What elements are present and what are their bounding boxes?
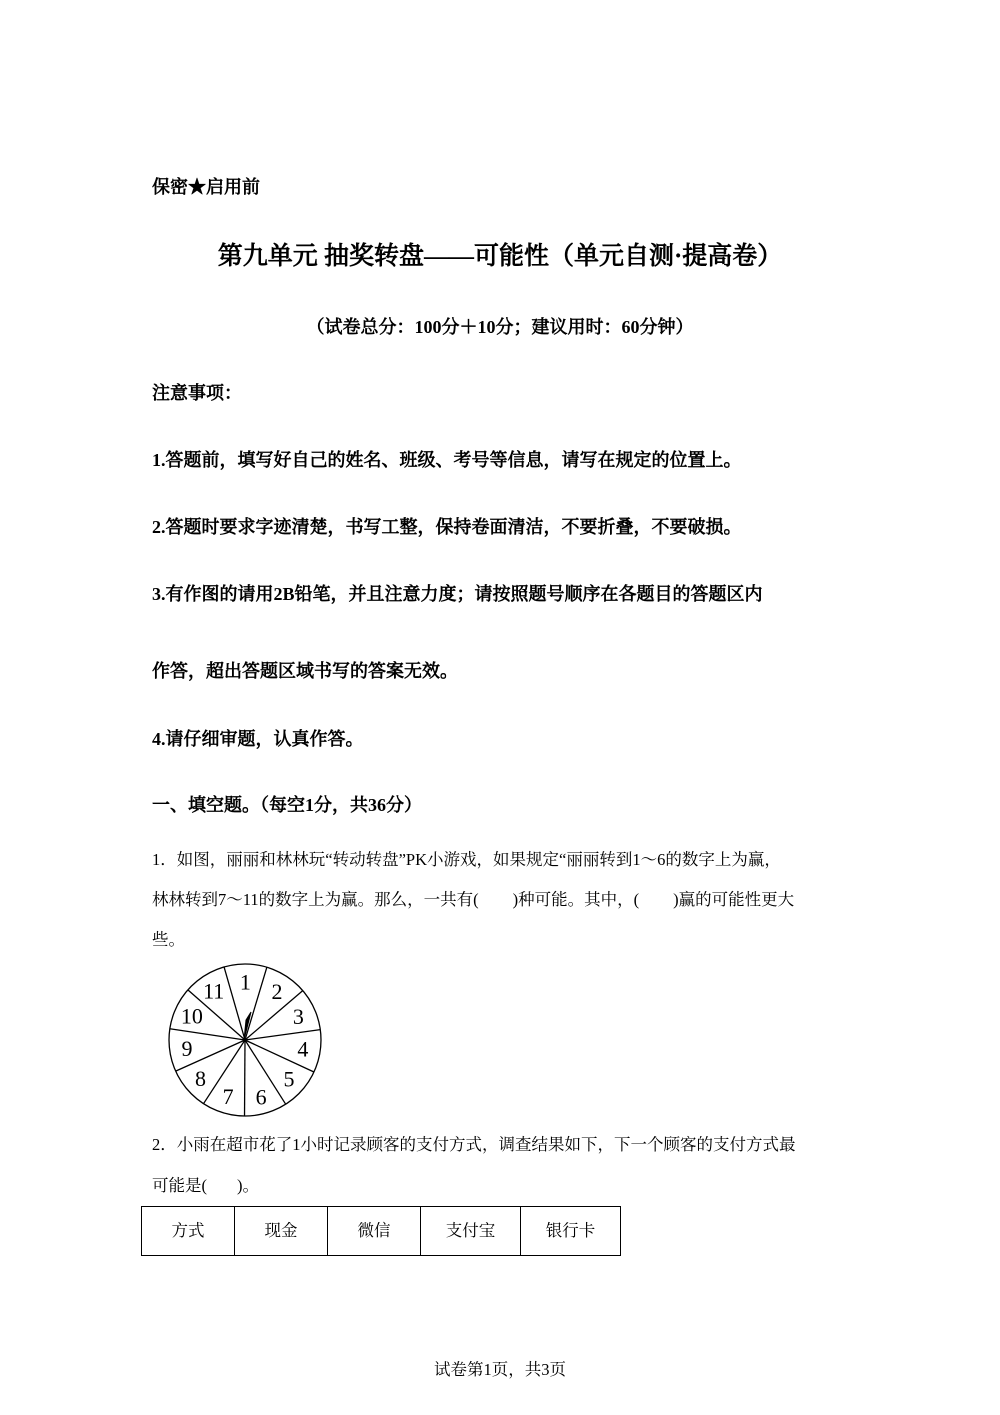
question-1-line-3: 些。 <box>152 930 185 949</box>
question-1-line-2 <box>152 886 794 910</box>
wheel-number-label: 4 <box>297 1036 309 1062</box>
spinner-wheel-diagram <box>164 963 326 1117</box>
notice-item-4: 4.请仔细审题，认真作答。 <box>152 729 364 749</box>
wheel-number-label: 1 <box>239 969 251 995</box>
question-1-text-c: )赢的可能性更大 <box>673 890 795 909</box>
wheel-divider <box>245 1030 320 1040</box>
wheel-number-label: 7 <box>222 1084 234 1110</box>
notice-heading: 注意事项： <box>152 383 242 403</box>
payment-method-table <box>141 1206 621 1256</box>
table-header-cell: 方式 <box>142 1207 235 1256</box>
wheel-number-label: 11 <box>203 978 225 1004</box>
wheel-number-label: 9 <box>181 1035 193 1061</box>
question-1-text-a: 林林转到7～11的数字上为赢。那么，一共有( <box>152 890 479 909</box>
notice-item-3: 3.有作图的请用2B铅笔，并且注意力度；请按照题号顺序在各题目的答题区内 <box>152 584 763 604</box>
question-2-text-a: 可能是( <box>152 1176 207 1195</box>
wheel-number-label: 6 <box>255 1084 267 1110</box>
notice-item-1: 1.答题前，填写好自己的姓名、班级、考号等信息，请写在规定的位置上。 <box>152 450 742 470</box>
table-header-cell: 支付宝 <box>421 1207 521 1256</box>
wheel-number-label: 2 <box>271 978 283 1004</box>
page-footer: 试卷第1页，共3页 <box>434 1360 566 1379</box>
section-heading-fill-blank: 一、填空题。（每空1分，共36分） <box>152 795 422 815</box>
exam-title: 第九单元 抽奖转盘——可能性（单元自测·提高卷） <box>217 243 783 270</box>
exam-subtitle: （试卷总分：100分＋10分；建议用时：60分钟） <box>306 317 694 337</box>
wheel-number-label: 8 <box>195 1066 207 1092</box>
wheel-number-label: 10 <box>180 1003 203 1029</box>
wheel-number-label: 5 <box>283 1066 295 1092</box>
confidential-label: 保密★启用前 <box>152 177 260 197</box>
wheel-number-label: 3 <box>292 1004 304 1030</box>
table-row <box>142 1207 621 1256</box>
notice-item-2: 2.答题时要求字迹清楚，书写工整，保持卷面清洁，不要折叠，不要破损。 <box>152 517 742 537</box>
question-2-line-2 <box>152 1172 259 1196</box>
table-header-cell: 微信 <box>328 1207 421 1256</box>
question-1-line-1: 1．如图，丽丽和林林玩“转动转盘”PK小游戏，如果规定“丽丽转到1～6的数字上为赢， <box>152 850 781 869</box>
table-header-cell: 现金 <box>235 1207 328 1256</box>
question-2-line-1: 2．小雨在超市花了1小时记录顾客的支付方式，调查结果如下，下一个顾客的支付方式最 <box>152 1135 796 1154</box>
table-header-cell: 银行卡 <box>521 1207 621 1256</box>
question-1-text-b: )种可能。其中，( <box>512 890 640 909</box>
question-2-text-b: )。 <box>237 1176 259 1195</box>
notice-item-3-cont: 作答，超出答题区域书写的答案无效。 <box>152 661 458 681</box>
